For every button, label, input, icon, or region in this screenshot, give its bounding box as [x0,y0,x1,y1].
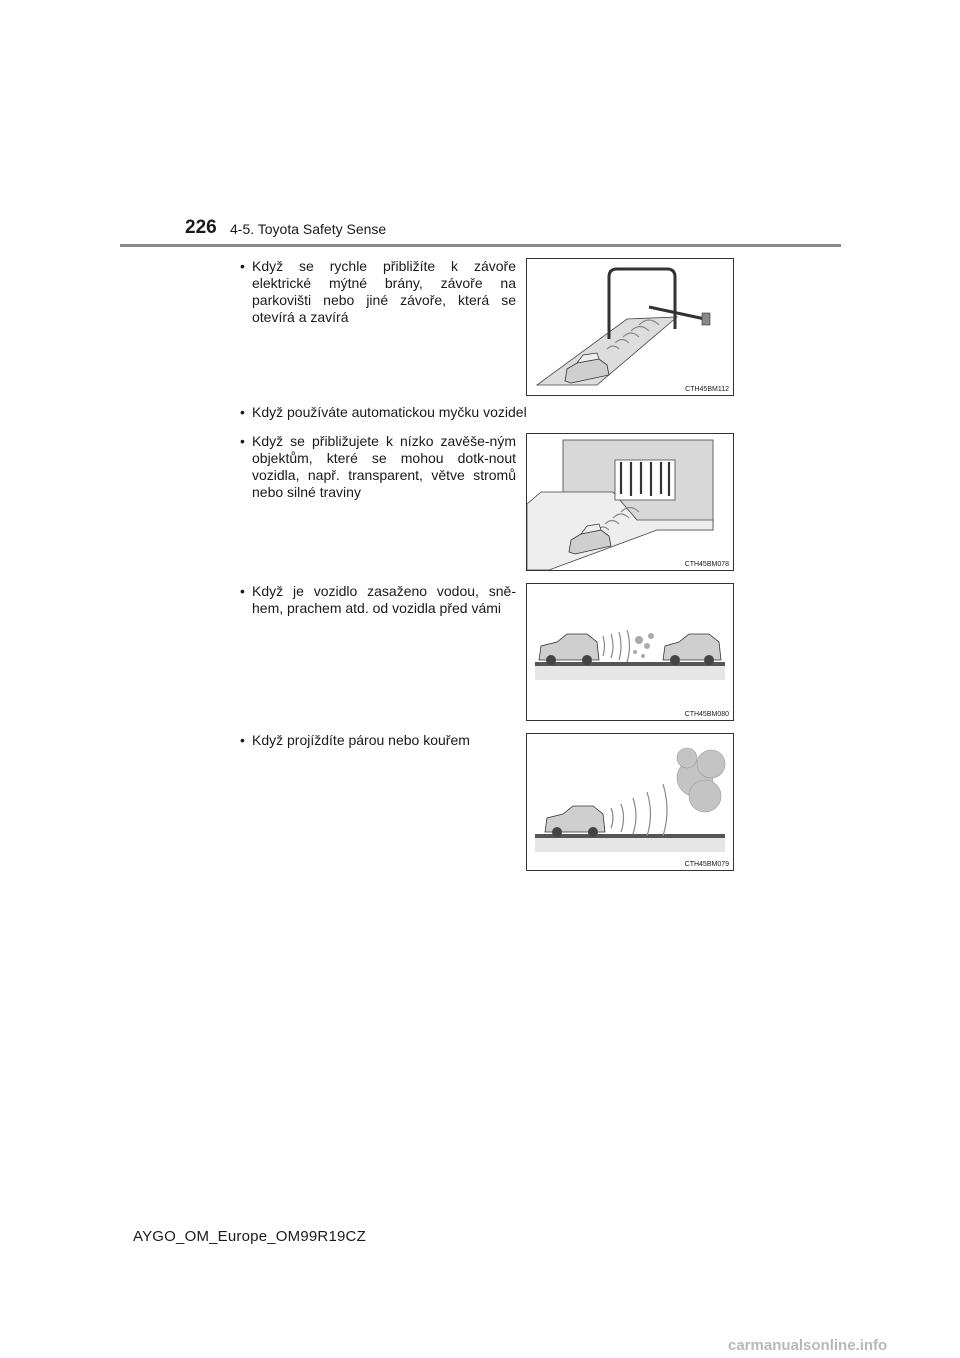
car-icon [663,634,721,665]
footer-document-code: AYGO_OM_Europe_OM99R19CZ [133,1228,366,1245]
bullet-text: Když je vozidlo zasaženo vodou, sně-hem, prachem atd. od vozidla před vámi [252,583,516,616]
toll-gate-illustration [527,259,733,395]
bullet-item-hanging-objects [240,433,516,501]
figure-code: CTH45BM078 [684,561,729,568]
bullet-text: Když se přibližujete k nízko zavěše-ným objektům, které se mohou dotk-nout vozidla, např. transparent, větve stromů nebo silné traviny [252,433,516,500]
figure-code: CTH45BM079 [684,861,729,868]
water-snow-dust-illustration [527,584,733,720]
section-title: 4-5. Toyota Safety Sense [230,221,387,237]
bullet-item-water-snow-dust [240,583,516,617]
bullet-text: Když se rychle přibližíte k závoře elektrické mýtné brány, závoře na parkovišti nebo jiné závoře, která se otevírá a zavírá [252,258,516,325]
figure-toll-gate [526,258,734,396]
header-rule [120,244,841,247]
bullet-text: Když projíždíte párou nebo kouřem [252,732,470,748]
bullet-marker: • [240,258,245,274]
figure-water-snow-dust [526,583,734,721]
car-icon [545,806,605,837]
bullet-marker: • [240,404,245,420]
figure-steam-smoke [526,733,734,871]
bullet-text: Když používáte automatickou myčku vozidel [252,404,527,420]
watermark: carmanualsonline.info [728,1337,888,1354]
car-icon [539,634,599,665]
page-number: 226 [185,217,217,238]
figure-hanging-objects [526,433,734,571]
bullet-marker: • [240,433,245,449]
bullet-marker: • [240,583,245,599]
bullet-item-toll-gate [240,258,516,326]
hanging-objects-illustration [527,434,733,570]
bullet-marker: • [240,732,245,748]
steam-smoke-illustration [527,734,733,870]
figure-code: CTH45BM080 [684,711,729,718]
bullet-item-car-wash [240,404,592,421]
figure-code: CTH45BM112 [685,386,729,393]
